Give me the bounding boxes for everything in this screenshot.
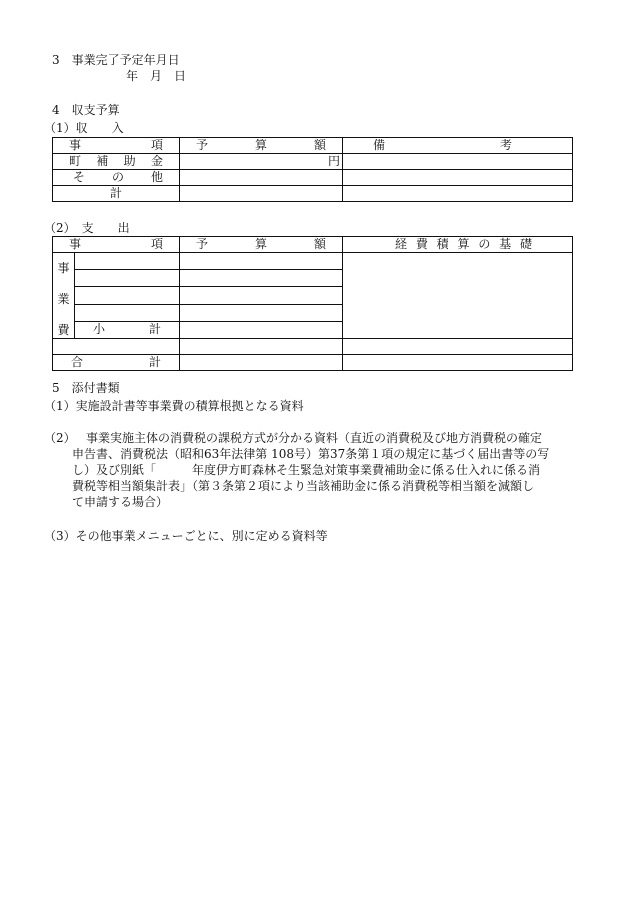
row-amount: 円 xyxy=(180,154,343,170)
blank-amount-cell xyxy=(180,339,343,355)
attachment-item-2-label: （2） xyxy=(44,431,76,445)
section3-heading: 3 事業完了予定年月日 xyxy=(52,53,180,67)
row-amount xyxy=(180,170,343,186)
income-label: （1）収 入 xyxy=(44,121,124,135)
blank-item-cell xyxy=(53,339,180,355)
cost-basis-cell xyxy=(343,253,573,339)
attachment-item-2-line-5: て申請する場合） xyxy=(72,495,169,509)
expense-item-cell xyxy=(75,287,180,304)
expense-amount-cell xyxy=(180,270,343,287)
section5-heading: 5 添付書類 xyxy=(52,381,120,395)
row-item-total: 計 xyxy=(53,186,180,202)
row-amount xyxy=(180,186,343,202)
table-row xyxy=(53,355,573,371)
expense-item-cell xyxy=(75,304,180,321)
blank-basis-cell xyxy=(343,339,573,355)
expense-header-row xyxy=(53,237,573,253)
header-item: 事 項 xyxy=(53,237,180,253)
row-note xyxy=(343,170,573,186)
grand-total-basis xyxy=(343,355,573,371)
table-row xyxy=(53,154,573,170)
subtotal-amount xyxy=(180,321,343,338)
attachment-item-3: （3）その他事業メニューごとに、別に定める資料等 xyxy=(44,529,328,543)
header-item: 事 項 xyxy=(53,138,180,154)
table-row xyxy=(53,253,573,270)
grand-total-label: 合 計 xyxy=(53,355,180,371)
header-cost-basis: 経 費 積 算 の 基 礎 xyxy=(343,237,573,253)
header-budget: 予 算 額 xyxy=(180,138,343,154)
row-item-town-subsidy: 町 補 助 金 xyxy=(53,154,180,170)
section4-heading: 4 収支予算 xyxy=(52,103,120,117)
attachment-item-2-line-4: 費税等相当額集計表」（第３条第２項により当該補助金に係る消費税等相当額を減額し xyxy=(72,479,535,493)
row-note xyxy=(343,186,573,202)
expense-amount-cell xyxy=(180,253,343,270)
subtotal-label: 小 計 xyxy=(75,321,180,338)
attachment-item-1: （1）実施設計書等事業費の積算根拠となる資料 xyxy=(44,399,304,413)
income-header-row xyxy=(53,138,573,154)
attachment-item-2-line-1: 事業実施主体の消費税の課税方式が分かる資料（直近の消費税及び地方消費税の確定 xyxy=(86,431,543,445)
grand-total-amount xyxy=(180,355,343,371)
row-note xyxy=(343,154,573,170)
table-row xyxy=(53,170,573,186)
expense-label: （2） 支 出 xyxy=(44,221,130,235)
table-row xyxy=(53,339,573,355)
expense-amount-cell xyxy=(180,287,343,304)
expense-item-cell xyxy=(75,253,180,270)
project-cost-vertical-label: 事 業 費 xyxy=(53,253,75,339)
income-table xyxy=(52,137,573,202)
expense-table xyxy=(52,236,573,371)
header-remarks: 備 考 xyxy=(343,138,573,154)
row-item-other: そ の 他 xyxy=(53,170,180,186)
expense-item-cell xyxy=(75,270,180,287)
header-budget: 予 算 額 xyxy=(180,237,343,253)
attachment-item-2-line-3: し）及び別紙「 年度伊方町森林そ生緊急対策事業費補助金に係る仕入れに係る消 xyxy=(72,463,541,477)
completion-date: 年 月 日 xyxy=(126,69,187,83)
expense-amount-cell xyxy=(180,304,343,321)
attachment-item-2-line-2: 申告書、消費税法（昭和63年法律第 108号）第37条第１項の規定に基づく届出書等の写 xyxy=(72,447,550,461)
table-row xyxy=(53,186,573,202)
